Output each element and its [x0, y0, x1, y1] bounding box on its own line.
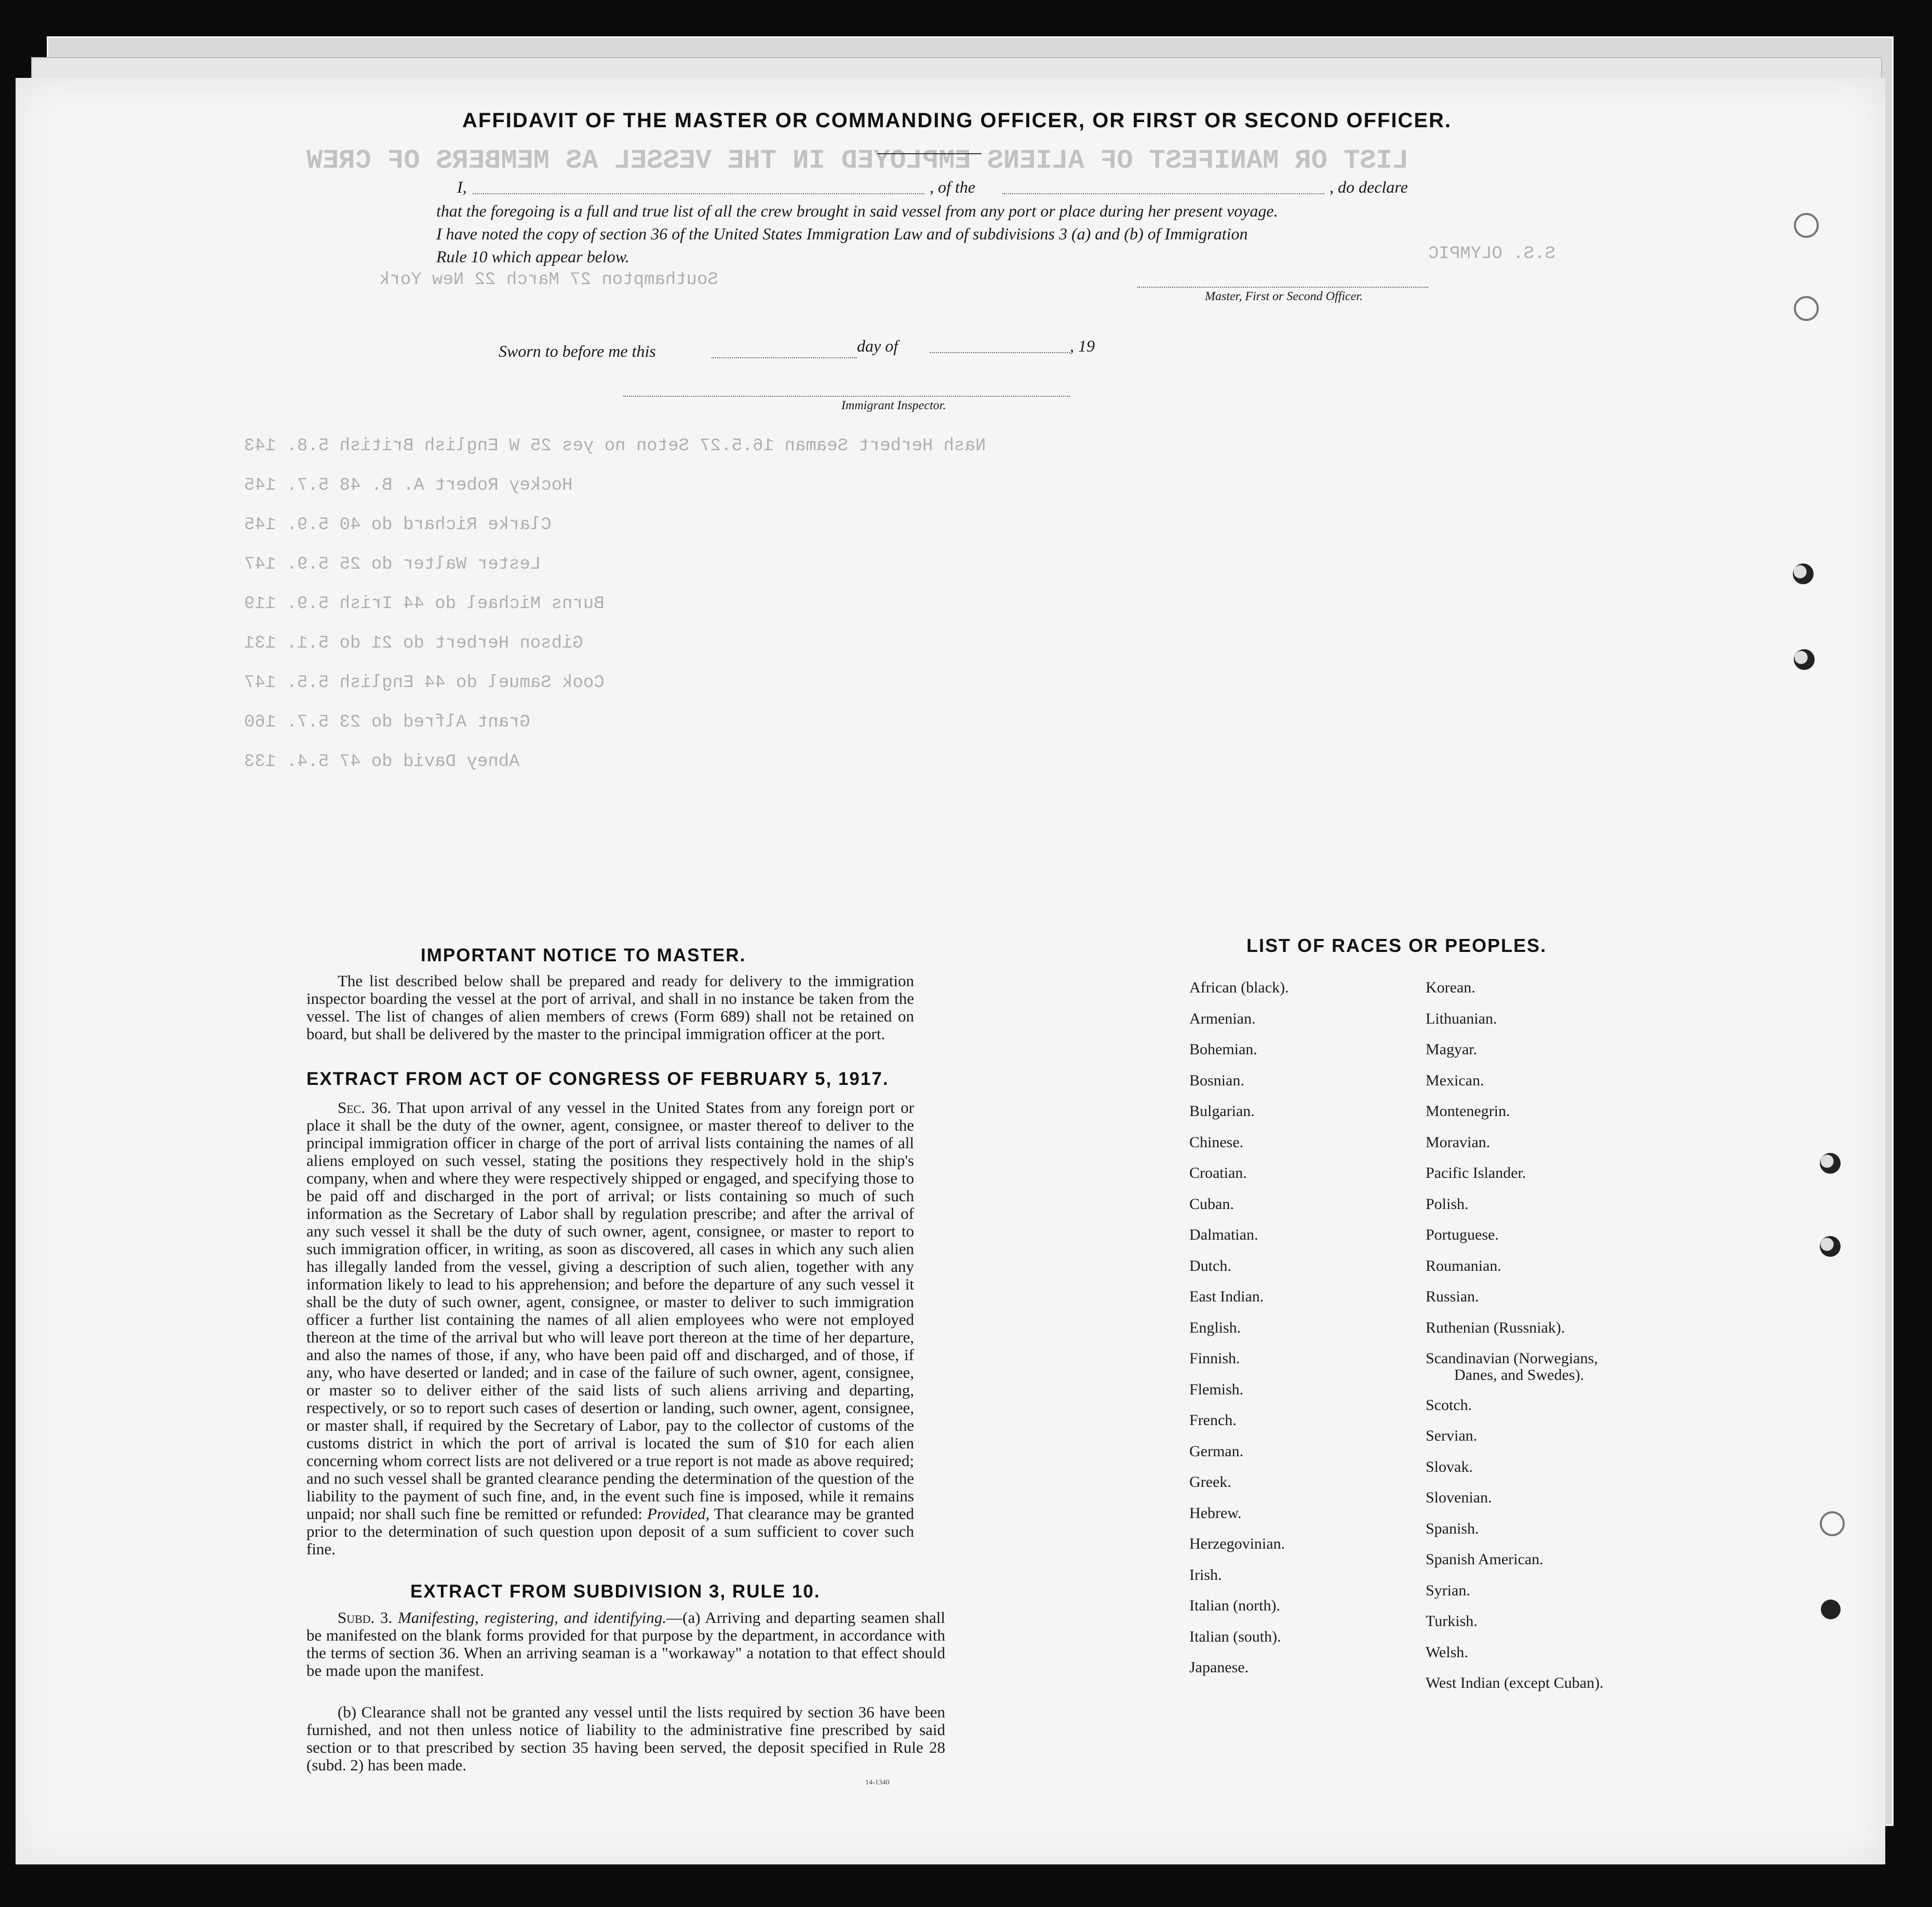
bleed-row: Burns Michael do 44 Irish 5.9. 119: [244, 594, 605, 614]
bleed-voyage: Southampton 27 March 22 New York: [379, 270, 718, 290]
extract-rule-title: EXTRACT FROM SUBDIVISION 3, RULE 10.: [410, 1581, 821, 1602]
decl-line-4: Rule 10 which appear below.: [436, 247, 629, 266]
race-item: Korean.: [1426, 979, 1475, 996]
race-item: Finnish.: [1189, 1350, 1240, 1367]
race-item: French.: [1189, 1412, 1237, 1429]
race-item: Pacific Islander.: [1426, 1164, 1526, 1181]
race-item: Mexican.: [1426, 1071, 1484, 1089]
decl-line-2: that the foregoing is a full and true list of all the crew brought in said vessel from any port or place during her present voyage.: [436, 202, 1278, 220]
races-title: LIST OF RACES OR PEOPLES.: [1246, 935, 1547, 956]
race-item: Cuban.: [1189, 1195, 1234, 1213]
race-item: Welsh.: [1426, 1643, 1468, 1661]
decl-do-declare: , do declare: [1330, 178, 1408, 196]
inspector-label: Immigrant Inspector.: [841, 399, 946, 412]
bleed-vessel: S.S. OLYMPIC: [1428, 244, 1555, 264]
day-of-label: day of: [857, 337, 898, 355]
race-item: Italian (north).: [1189, 1597, 1280, 1614]
race-item: Flemish.: [1189, 1380, 1244, 1398]
punch-hole: [1794, 296, 1819, 321]
punch-hole: [1821, 1600, 1841, 1619]
race-item: Moravian.: [1426, 1133, 1491, 1151]
extract-act-body: [306, 1099, 914, 1558]
race-item: Roumanian.: [1426, 1257, 1501, 1274]
bleed-row: Grant Alfred do 23 5.7. 160: [244, 713, 530, 732]
race-item: Danes, and Swedes).: [1454, 1366, 1584, 1384]
race-item: German.: [1189, 1442, 1244, 1460]
race-item: Spanish.: [1426, 1520, 1479, 1537]
punch-hole: [1820, 1236, 1841, 1257]
race-item: Bosnian.: [1189, 1071, 1244, 1089]
subd-para-a: —(a) Arriving and departing seamen shall be manifested on the blank forms provided for that purpose by the department, in accordance with the terms of section 36. When an arriving seaman is a "workaway" a notation to that effect should be made upon the manifest.: [306, 1608, 945, 1680]
sec-label: Sec. 36.: [338, 1098, 392, 1117]
master-label: Master, First or Second Officer.: [1205, 290, 1363, 303]
bleed-row: Abney David do 47 5.4. 133: [244, 752, 520, 772]
year-label: , 19: [1070, 337, 1095, 355]
punch-hole: [1794, 649, 1815, 670]
race-item: Montenegrin.: [1426, 1103, 1510, 1120]
form-number: 14-1340: [865, 1779, 890, 1787]
inspector-signature-line: [623, 396, 1070, 397]
race-item: Lithuanian.: [1426, 1010, 1497, 1027]
race-item: African (black).: [1189, 979, 1289, 996]
notice-title: IMPORTANT NOTICE TO MASTER.: [421, 945, 746, 965]
affidavit-title: AFFIDAVIT OF THE MASTER OR COMMANDING OFFICER, OR FIRST OR SECOND OFFICER.: [462, 109, 1452, 132]
punch-hole: [1794, 213, 1819, 238]
punch-hole: [1820, 1511, 1845, 1536]
race-item: Irish.: [1189, 1566, 1222, 1583]
race-item: Portuguese.: [1426, 1226, 1499, 1243]
race-item: Dutch.: [1189, 1257, 1231, 1274]
bleed-row: Cook Samuel do 44 English 5.5. 147: [244, 673, 605, 693]
race-item: Slovenian.: [1426, 1489, 1492, 1506]
race-item: Syrian.: [1426, 1581, 1470, 1599]
race-item: Greek.: [1189, 1473, 1231, 1490]
race-item: Armenian.: [1189, 1010, 1256, 1027]
decl-of-the: , of the: [930, 178, 975, 196]
race-item: Croatian.: [1189, 1164, 1247, 1181]
race-item: Dalmatian.: [1189, 1226, 1258, 1243]
subd-heading: Manifesting, registering, and identifying.: [397, 1608, 667, 1627]
vessel-line: [1002, 193, 1324, 194]
day-line: [712, 357, 857, 358]
race-item: Slovak.: [1426, 1458, 1473, 1475]
race-item: Turkish.: [1426, 1613, 1478, 1630]
race-item: East Indian.: [1189, 1288, 1264, 1305]
bleed-row: Hockey Robert A. B. 48 5.7. 145: [244, 476, 573, 495]
race-item: West Indian (except Cuban).: [1426, 1674, 1604, 1691]
punch-hole: [1820, 1153, 1841, 1174]
race-item: Magyar.: [1426, 1041, 1478, 1058]
race-item: Polish.: [1426, 1195, 1469, 1213]
race-item: Ruthenian (Russniak).: [1426, 1319, 1565, 1336]
race-item: Servian.: [1426, 1427, 1478, 1444]
race-item: Scotch.: [1426, 1396, 1472, 1414]
extract-act-title: EXTRACT FROM ACT OF CONGRESS OF FEBRUARY 5, 1917.: [306, 1069, 889, 1089]
title-underline: [878, 153, 982, 154]
bleed-row: Lester Walter do 25 5.9. 147: [244, 555, 541, 574]
notice-body: The list described below shall be prepared and ready for delivery to the immigration inspector boarding the vessel at the port of arrival, and shall in no instance be taken from the vessel. The list of changes of alien members of crews (Form 689) shall not be retained on board, but shall be delivered by the master to the principal immigration officer at the port.: [306, 972, 914, 1043]
rule-para-a: [306, 1609, 945, 1680]
name-line: [473, 193, 924, 194]
race-item: Russian.: [1426, 1288, 1479, 1305]
race-item: Herzegovinian.: [1189, 1535, 1285, 1552]
proviso-label: Provided,: [647, 1505, 710, 1523]
subd-label: Subd. 3.: [338, 1608, 393, 1627]
document-page: [16, 78, 1885, 1864]
race-item: Italian (south).: [1189, 1628, 1281, 1645]
race-item: Scandinavian (Norwegians,: [1426, 1350, 1598, 1367]
proviso-body: That clearance may be granted prior to the determination of such question upon deposit of a sum sufficient to cover such fine.: [306, 1505, 914, 1558]
punch-hole: [1793, 563, 1814, 584]
decl-line-3: I have noted the copy of section 36 of the United States Immigration Law and of subdivisions 3 (a) and (b) of Immigration: [436, 224, 1248, 243]
bleed-header: LIST OR MANIFEST OF ALIENS EMPLOYED IN THE VESSEL AS MEMBERS OF CREW: [306, 145, 1408, 176]
month-line: [930, 352, 1070, 353]
race-item: Bulgarian.: [1189, 1103, 1255, 1120]
race-item: Spanish American.: [1426, 1551, 1544, 1568]
race-item: English.: [1189, 1319, 1241, 1336]
master-signature-line: [1137, 287, 1428, 288]
race-item: Hebrew.: [1189, 1504, 1242, 1522]
race-item: Japanese.: [1189, 1659, 1249, 1676]
decl-i: I,: [457, 178, 467, 196]
rule-para-b: (b) Clearance shall not be granted any vessel until the lists required by section 36 have been furnished, and not then unless notice of liability to the administrative fine prescribed by said section or to that prescribed by section 35 having been served, the deposit specified in Rule 28 (subd. 2) has been made.: [306, 1703, 945, 1774]
sworn-label: Sworn to before me this: [499, 342, 656, 360]
bleed-row: Gibson Herbert do 21 do 5.1. 131: [244, 634, 583, 653]
race-item: Bohemian.: [1189, 1041, 1257, 1058]
bleed-row: Nash Herbert Seaman 16.5.27 Seton no yes 25 W English British 5.8. 143: [244, 436, 986, 456]
race-item: Chinese.: [1189, 1133, 1244, 1151]
sec-body: That upon arrival of any vessel in the United States from any foreign port or place it shall be the duty of the owner, agent, consignee, or master thereof to deliver to the principal immigration officer in charge of the port of arrival lists containing the names of all aliens employed on such vessel, stating the positions they respectively hold in the ship's company, when and where they were respectively shipped or engaged, and specifying those to be paid off and discharged in the port of arrival; or lists containing so much of such information as the Secretary of Labor shall by regulation prescribe; and after the arrival of any such vessel it shall be the duty of such owner, agent, consignee, or master to report to such immigration officer, in writing, as soon as discovered, all cases in which any such alien has illegally landed from the vessel, giving a description of such alien, together with any information likely to lead to his apprehension; and before the departure of any such vessel it shall be the duty of such owner, agent, consignee, or master to deliver to such immigration officer a further list containing the names of all alien employees who were not employed thereon at the time of the arrival but who will leave port thereon at the time of her departure, and also the names of those, if any, who have been paid off and discharged, and of those, if any, who have deserted or landed; and in case of the failure of such owner, agent, consignee, or master so to deliver either of the said lists of such aliens arriving and departing, respectively, or so to report such cases of desertion or landing, such owner, agent, consignee, or master shall, if required by the Secretary of Labor, pay to the collector of customs of the customs district in which the port of arrival is located the sum of $10 for each alien concerning whom correct lists are not delivered or a true report is not made as above required; and no such vessel shall be granted clearance pending the determination of the question of the liability to the payment of such fine, and, in the event such fine is imposed, while it remains unpaid; nor shall such fine be remitted or refunded:: [306, 1098, 914, 1523]
bleed-row: Clarke Richard do 40 5.9. 145: [244, 515, 552, 535]
